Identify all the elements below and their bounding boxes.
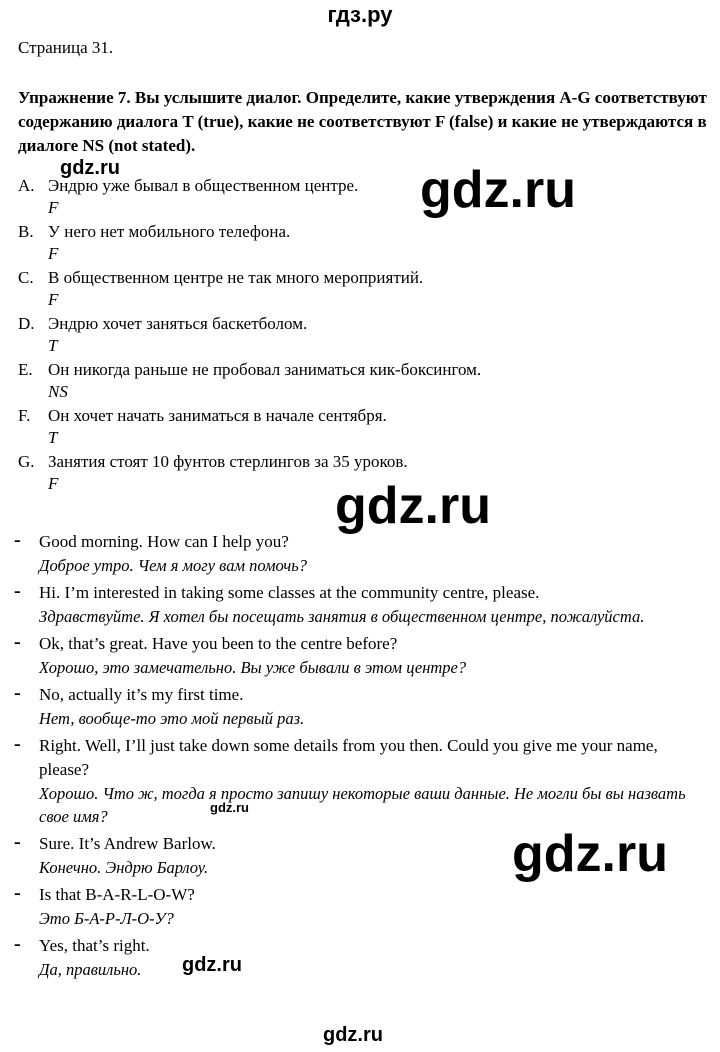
statement-letter: D. xyxy=(18,314,35,333)
statement-letter: A. xyxy=(18,176,35,195)
english-line: Good morning. How can I help you? xyxy=(39,532,289,551)
russian-translation: Нет, вообще-то это мой первый раз. xyxy=(39,709,305,728)
statement-item xyxy=(18,176,698,222)
statement-text: В общественном центре не так много мероприятий. xyxy=(48,268,424,287)
dash-bullet: - xyxy=(14,733,21,755)
statement-letter: C. xyxy=(18,268,34,287)
english-line: Yes, that’s right. xyxy=(39,936,150,955)
russian-translation: Конечно. Эндрю Барлоу. xyxy=(39,858,209,877)
dialogue-line xyxy=(14,632,704,679)
statement-text: Занятия стоят 10 фунтов стерлингов за 35 уроков. xyxy=(48,452,408,471)
statement-text: У него нет мобильного телефона. xyxy=(48,222,291,241)
exercise-heading: Упражнение 7. Вы услышите диалог. Определите, какие утверждения A-G соответствуют содержанию диалога T (true), какие не соответствуют F (false) и какие не утверждаются в диалоге NS (not stated). xyxy=(18,88,707,155)
watermark: gdz.ru xyxy=(512,825,668,883)
statement-item xyxy=(18,406,698,452)
dash-bullet: - xyxy=(14,933,21,955)
statement-answer: F xyxy=(48,290,59,309)
statement-item xyxy=(18,360,698,406)
statement-letter: F. xyxy=(18,406,31,425)
statement-text: Он никогда раньше не пробовал заниматься кик-боксингом. xyxy=(48,360,482,379)
russian-translation: Хорошо, это замечательно. Вы уже бывали в этом центре? xyxy=(39,658,467,677)
statement-text: Эндрю хочет заняться баскетболом. xyxy=(48,314,308,333)
russian-translation: Да, правильно. xyxy=(39,960,142,979)
english-line: Sure. It’s Andrew Barlow. xyxy=(39,834,216,853)
dialogue-line xyxy=(14,683,704,730)
site-title: гдз.ру xyxy=(327,2,393,27)
dash-bullet: - xyxy=(14,529,21,551)
watermark: gdz.ru xyxy=(182,954,242,976)
watermark: gdz.ru xyxy=(335,477,491,535)
english-line: Ok, that’s great. Have you been to the centre before? xyxy=(39,634,398,653)
statement-answer: F xyxy=(48,244,59,263)
statement-text: Эндрю уже бывал в общественном центре. xyxy=(48,176,359,195)
statement-answer: T xyxy=(48,336,58,355)
statement-item xyxy=(18,314,698,360)
dialogue-line xyxy=(14,581,704,628)
dash-bullet: - xyxy=(14,831,21,853)
statement-letter: E. xyxy=(18,360,33,379)
page-number: Страница 31. xyxy=(18,38,114,57)
statements-list xyxy=(18,176,698,498)
watermark: gdz.ru xyxy=(323,1024,383,1046)
english-line: Hi. I’m interested in taking some classes at the community centre, please. xyxy=(39,583,540,602)
statement-letter: B. xyxy=(18,222,34,241)
russian-translation: Здравствуйте. Я хотел бы посещать занятия в общественном центре, пожалуйста. xyxy=(39,607,645,626)
watermark: gdz.ru xyxy=(210,800,249,815)
statement-letter: G. xyxy=(18,452,35,471)
statement-item xyxy=(18,268,698,314)
dash-bullet: - xyxy=(14,882,21,904)
statement-answer: F xyxy=(48,198,59,217)
watermark: gdz.ru xyxy=(420,161,576,219)
dialogue-line xyxy=(14,530,704,577)
watermark: gdz.ru xyxy=(60,157,120,179)
russian-translation: Это Б-А-Р-Л-О-У? xyxy=(39,909,174,928)
english-line: Is that B-A-R-L-O-W? xyxy=(39,885,195,904)
statement-text: Он хочет начать заниматься в начале сентября. xyxy=(48,406,387,425)
dash-bullet: - xyxy=(14,682,21,704)
dash-bullet: - xyxy=(14,580,21,602)
english-line: No, actually it’s my first time. xyxy=(39,685,244,704)
dash-bullet: - xyxy=(14,631,21,653)
statement-item xyxy=(18,222,698,268)
russian-translation: Доброе утро. Чем я могу вам помочь? xyxy=(39,556,307,575)
statement-answer: F xyxy=(48,474,59,493)
dialogue-line xyxy=(14,734,704,828)
statement-answer: NS xyxy=(48,382,68,401)
dialogue-line xyxy=(14,934,704,981)
dialogue-transcript xyxy=(14,530,704,985)
russian-translation: Хорошо. Что ж, тогда я просто запишу некоторые ваши данные. Не могли бы вы назвать свое имя? xyxy=(39,784,686,826)
english-line: Right. Well, I’ll just take down some details from you then. Could you give me your name, please? xyxy=(39,736,658,779)
dialogue-line xyxy=(14,883,704,930)
statement-answer: T xyxy=(48,428,58,447)
